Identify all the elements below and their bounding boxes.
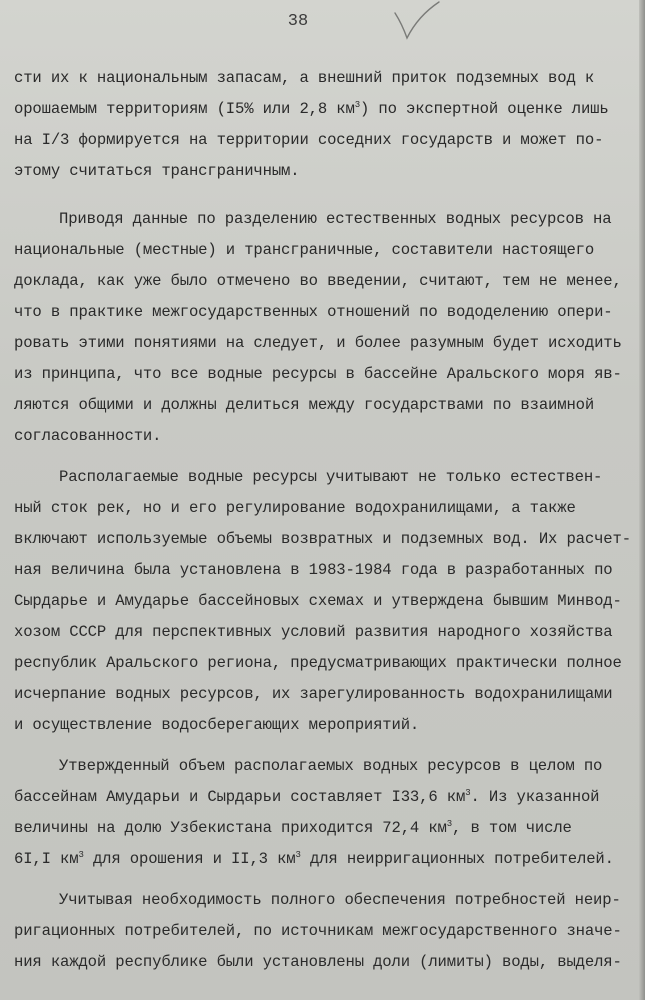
text-line: и осуществление водосберегающих мероприятий. [14,716,420,734]
text-line: национальные (местные) и трансграничные, составители настоящего [14,241,595,259]
text-line: ная величина была установлена в 1983-1984 года в разработанных по [14,561,613,579]
text-line: ригационных потребителей, по источникам межгосударственного значе- [14,922,622,940]
text-line: бассейнам Амударьи и Сырдарьи составляет I33,6 $км^3$. Из указанной [14,788,600,806]
text-line: ляются общими и должны делиться между государствами по взаимной [14,396,595,414]
text-line: 6I,I $км^3$ для орошения и II,3 $км^3$ для неирригационных потребителей. [14,850,614,868]
text-line: включают используемые объемы возвратных и подземных вод. Их расчет- [14,530,631,548]
text-line: доклада, как уже было отмечено во введении, считают, тем не менее, [14,272,622,290]
text-line: что в практике межгосударственных отношений по вододелению опери- [14,303,613,321]
paragraph-first-line: Учитывая необходимость полного обеспечения потребностей неир- [59,891,621,909]
paragraph-first-line: Располагаемые водные ресурсы учитывают не только естествен- [59,468,603,486]
text-line: орошаемым территориям (I5% или 2,8 $км^3$) по экспертной оценке лишь [14,100,609,118]
text-line: сти их к национальным запасам, а внешний приток подземных вод к [14,69,595,87]
text-line: хозом СССР для перспективных условий развития народного хозяйства [14,623,613,641]
page-number: 38 [287,12,309,31]
text-line: республик Аральского региона, предусматривающих практически полное [14,654,622,672]
text-line: ния каждой республике были установлены доли (лимиты) воды, выделя- [14,953,622,971]
paragraph-first-line: Утвержденный объем располагаемых водных ресурсов в целом по [59,757,603,775]
text-line: ный сток рек, но и его регулирование водохранилищами, а также [14,499,576,517]
text-line: исчерпание водных ресурсов, их зарегулированность водохранилищами [14,685,613,703]
text-line: этому считаться трансграничным. [14,162,300,180]
text-line: из принципа, что все водные ресурсы в бассейне Аральского моря яв- [14,365,622,383]
paragraph-first-line: Приводя данные по разделению естественных водных ресурсов на [59,210,612,228]
handwritten-checkmark-icon [392,0,442,44]
text-line: согласованности. [14,427,162,445]
text-line: ровать этими понятиями на следует, и более разумным будет исходить [14,334,622,352]
text-line: Сырдарье и Амударье бассейновых схемах и утверждена бывшим Минвод- [14,592,622,610]
text-line: величины на долю Узбекистана приходится 72,4 $км^3$, в том числе [14,819,572,837]
text-line: на I/3 формируется на территории соседних государств и может по- [14,131,604,149]
